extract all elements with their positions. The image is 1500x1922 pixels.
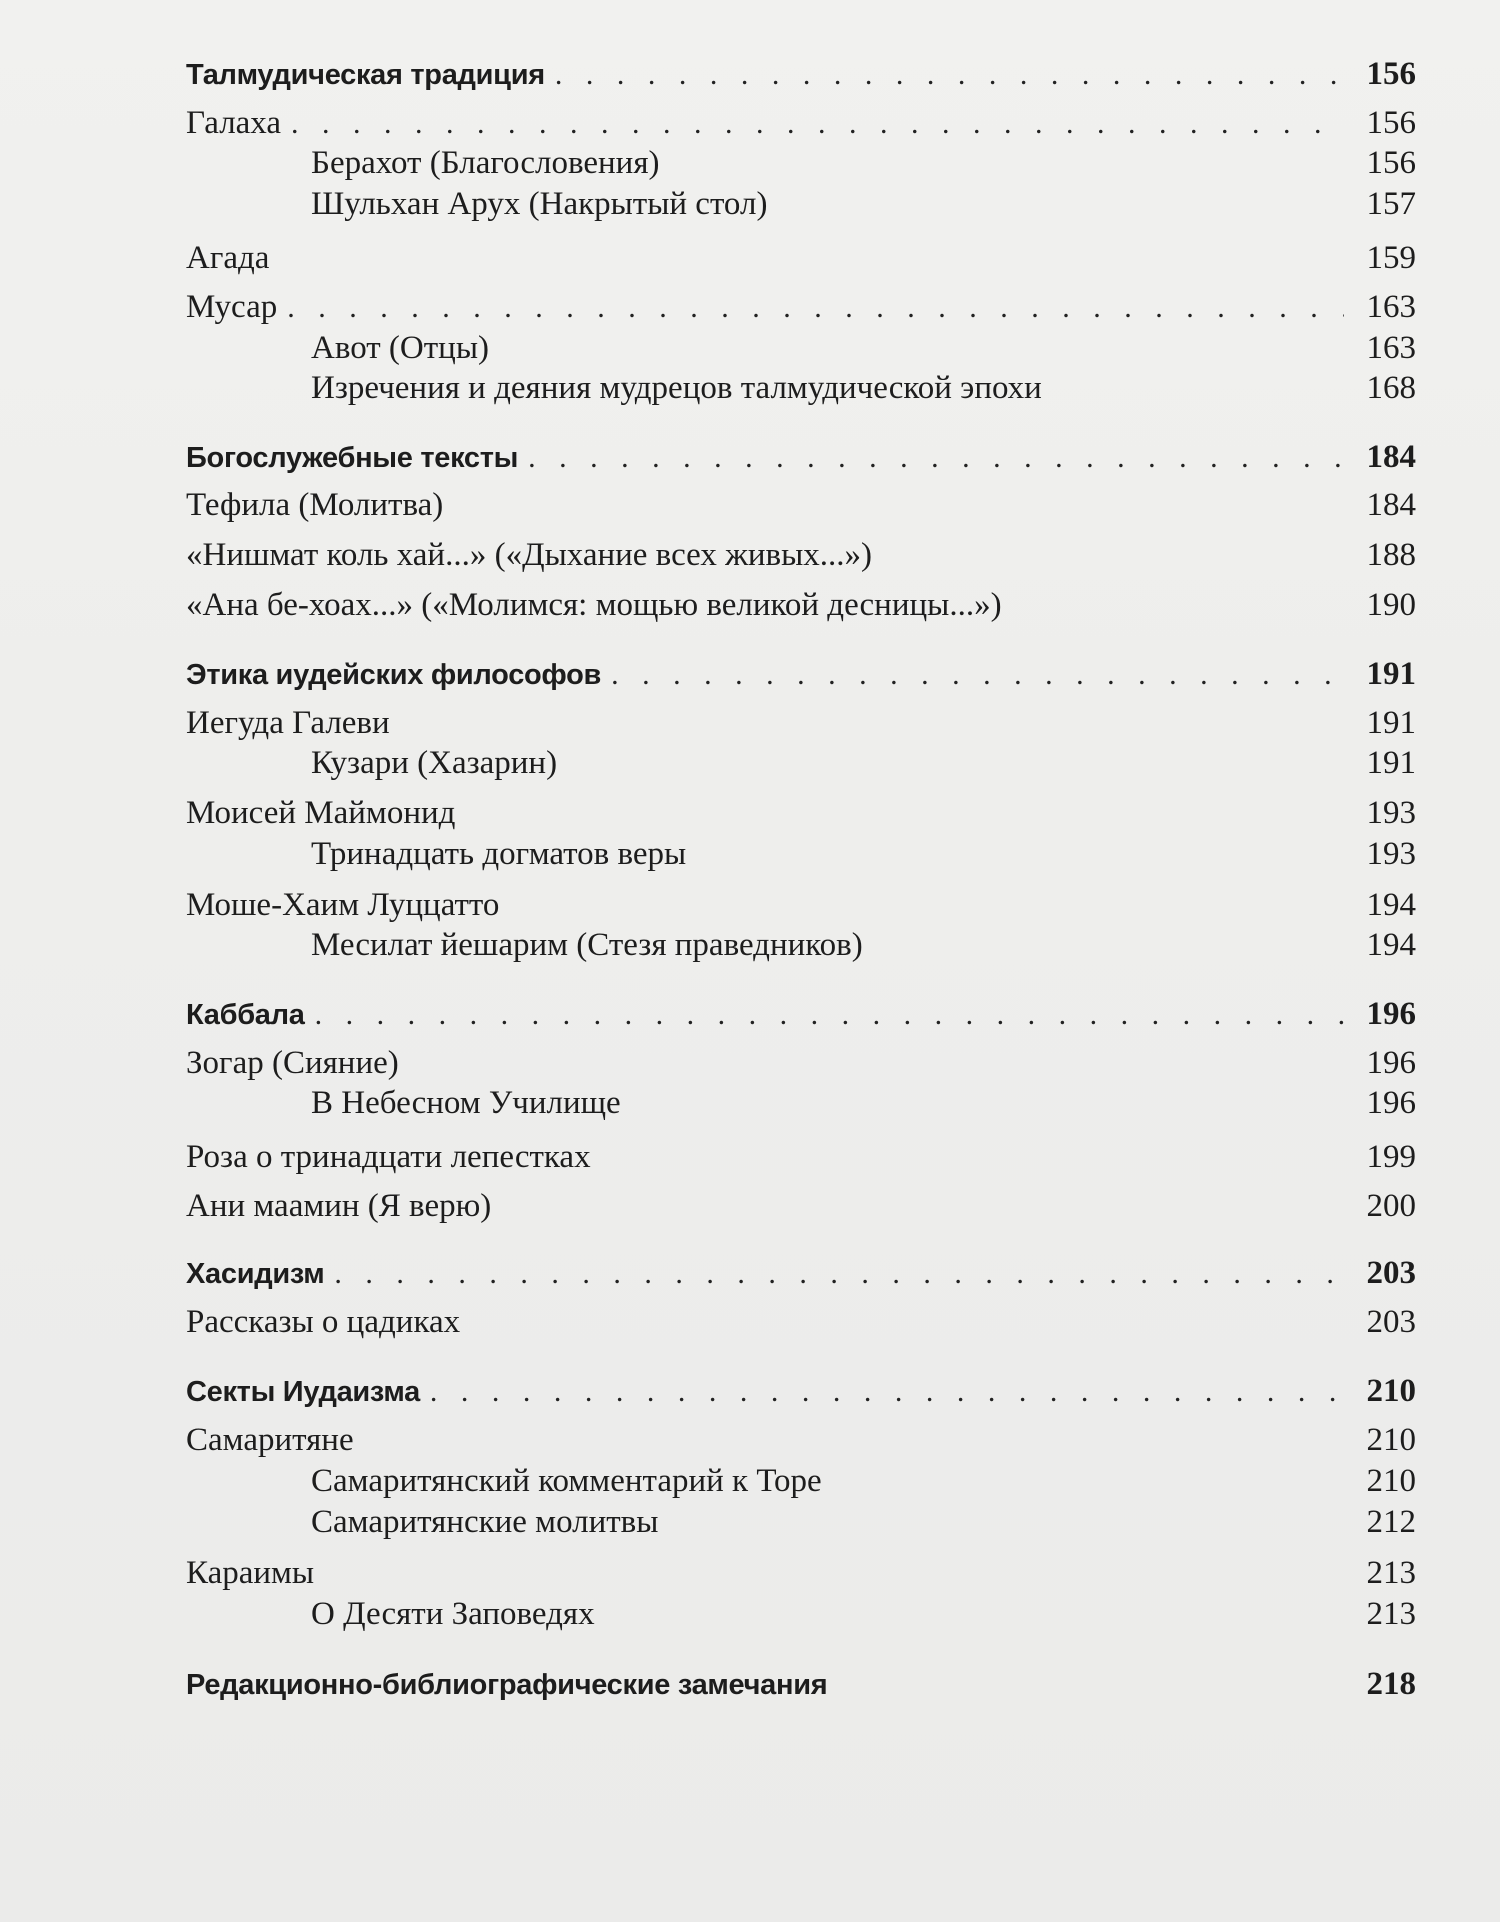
toc-entry-section <box>186 654 1416 694</box>
toc-entry-page: 213 <box>1366 1596 1416 1632</box>
toc-entry-title: Рассказы о цадиках <box>186 1304 461 1340</box>
dot-leader <box>430 1371 1344 1412</box>
toc-entry-page: 163 <box>1366 330 1416 366</box>
toc-entry-page: 213 <box>1366 1555 1416 1591</box>
toc-entry-title: Этика иудейских философов <box>186 659 602 691</box>
toc-entry-page: 163 <box>1366 289 1416 325</box>
toc-entry-page: 200 <box>1366 1188 1416 1224</box>
toc-entry-title: Богослужебные тексты <box>186 442 519 474</box>
toc-entry-title: Самаритяне <box>186 1422 354 1458</box>
toc-entry-title: «Ана бе-хоах...» («Молимся: мощью великой десницы...») <box>186 587 1002 623</box>
toc-entry-section <box>186 54 1416 94</box>
toc-entry <box>186 793 1416 833</box>
toc-entry-page: 191 <box>1366 745 1416 781</box>
toc-entry <box>186 703 1416 743</box>
toc-entry-page: 212 <box>1366 1504 1416 1540</box>
toc-entry-section <box>186 437 1416 477</box>
toc-entry-title: Самаритянские молитвы <box>311 1504 659 1540</box>
toc-entry <box>186 1043 1416 1083</box>
toc-entry-title: Иегуда Галеви <box>186 705 390 741</box>
toc-entry-page: 168 <box>1366 370 1416 406</box>
toc-entry-page: 193 <box>1366 836 1416 872</box>
toc-entry-page: 218 <box>1366 1666 1416 1702</box>
toc-entry-title: Агада <box>186 240 270 276</box>
toc-entry-title: Изречения и деяния мудрецов талмудической эпохи <box>311 370 1042 406</box>
toc-subentry <box>311 1502 1416 1542</box>
toc-entry-title: Моше-Хаим Луццатто <box>186 887 500 923</box>
toc-entry <box>186 585 1416 625</box>
dot-leader <box>555 54 1344 95</box>
dot-leader <box>291 103 1344 144</box>
toc-entry-page: 157 <box>1366 186 1416 222</box>
toc-subentry <box>311 834 1416 874</box>
toc-entry-page: 188 <box>1366 537 1416 573</box>
toc-entry <box>186 485 1416 525</box>
toc-entry-page: 184 <box>1366 439 1416 475</box>
toc-entry <box>186 535 1416 575</box>
toc-entry-page: 193 <box>1366 795 1416 831</box>
toc-entry-title: Караимы <box>186 1555 315 1591</box>
toc-subentry <box>311 743 1416 783</box>
toc-entry-title: Зогар (Сияние) <box>186 1045 399 1081</box>
toc-entry-title: Шульхан Арух (Накрытый стол) <box>311 186 768 222</box>
toc-entry-page: 196 <box>1366 996 1416 1032</box>
dot-leader <box>287 287 1344 328</box>
toc-entry <box>186 1137 1416 1177</box>
toc-entry-title: Моисей Маймонид <box>186 795 456 831</box>
toc-entry-section <box>186 1253 1416 1293</box>
dot-leader <box>334 1253 1344 1294</box>
toc-entry-page: 194 <box>1366 887 1416 923</box>
toc-entry-title: Секты Иудаизма <box>186 1376 420 1408</box>
toc-entry-title: Мусар <box>186 289 278 325</box>
toc-entry-title: Роза о тринадцати лепестках <box>186 1139 591 1175</box>
toc-entry-title: Кузари (Хазарин) <box>311 745 558 781</box>
toc-subentry <box>311 925 1416 965</box>
toc-entry-title: Тринадцать догматов веры <box>311 836 687 872</box>
toc-entry-page: 203 <box>1366 1255 1416 1291</box>
toc-entry-title: Редакционно-библиографические замечания <box>186 1669 828 1701</box>
toc-entry-page: 184 <box>1366 487 1416 523</box>
toc-subentry <box>311 1083 1416 1123</box>
toc-entry <box>186 1553 1416 1593</box>
dot-leader <box>315 994 1344 1035</box>
toc-entry-title: Талмудическая традиция <box>186 59 545 91</box>
toc-entry-page: 210 <box>1366 1422 1416 1458</box>
toc-entry-title: Самаритянский комментарий к Торе <box>311 1463 822 1499</box>
toc-entry-page: 196 <box>1366 1045 1416 1081</box>
toc-subentry <box>311 328 1416 368</box>
toc-entry-title: «Нишмат коль хай...» («Дыхание всех живых...») <box>186 537 873 573</box>
toc-entry-section <box>186 1664 1416 1704</box>
dot-leader <box>528 437 1344 478</box>
toc-entry-title: О Десяти Заповедях <box>311 1596 595 1632</box>
toc-entry-section <box>186 1371 1416 1411</box>
toc-subentry <box>311 1461 1416 1501</box>
toc-entry-title: Каббала <box>186 999 305 1031</box>
toc-entry-page: 156 <box>1366 145 1416 181</box>
toc-entry <box>186 103 1416 143</box>
toc-entry <box>186 287 1416 327</box>
toc-entry-title: Тефила (Молитва) <box>186 487 444 523</box>
toc-entry-title: В Небесном Училище <box>311 1085 621 1121</box>
toc-subentry <box>311 368 1416 408</box>
dot-leader <box>611 654 1344 695</box>
toc-entry-title: Месилат йешарим (Стезя праведников) <box>311 927 863 963</box>
toc-entry-page: 190 <box>1366 587 1416 623</box>
toc-entry <box>186 238 1416 278</box>
toc-entry-page: 159 <box>1366 240 1416 276</box>
toc-entry-title: Авот (Отцы) <box>311 330 489 366</box>
toc-entry-page: 210 <box>1366 1463 1416 1499</box>
toc-entry-page: 156 <box>1366 105 1416 141</box>
toc-entry-page: 191 <box>1366 705 1416 741</box>
toc-entry-page: 196 <box>1366 1085 1416 1121</box>
toc-entry-page: 210 <box>1366 1373 1416 1409</box>
toc-entry-page: 191 <box>1366 656 1416 692</box>
toc-entry-title: Хасидизм <box>186 1258 325 1290</box>
toc-subentry <box>311 143 1416 183</box>
toc-entry-page: 199 <box>1366 1139 1416 1175</box>
toc-entry-page: 156 <box>1366 56 1416 92</box>
toc-entry <box>186 1302 1416 1342</box>
toc-entry-page: 194 <box>1366 927 1416 963</box>
toc-subentry <box>311 184 1416 224</box>
toc-entry <box>186 1186 1416 1226</box>
toc-entry <box>186 885 1416 925</box>
toc-subentry <box>311 1594 1416 1634</box>
toc-entry-section <box>186 994 1416 1034</box>
toc-entry-title: Галаха <box>186 105 282 141</box>
toc-entry-page: 203 <box>1366 1304 1416 1340</box>
toc-entry-title: Берахот (Благословения) <box>311 145 660 181</box>
toc-entry <box>186 1420 1416 1460</box>
toc-entry-title: Ани маамин (Я верю) <box>186 1188 492 1224</box>
